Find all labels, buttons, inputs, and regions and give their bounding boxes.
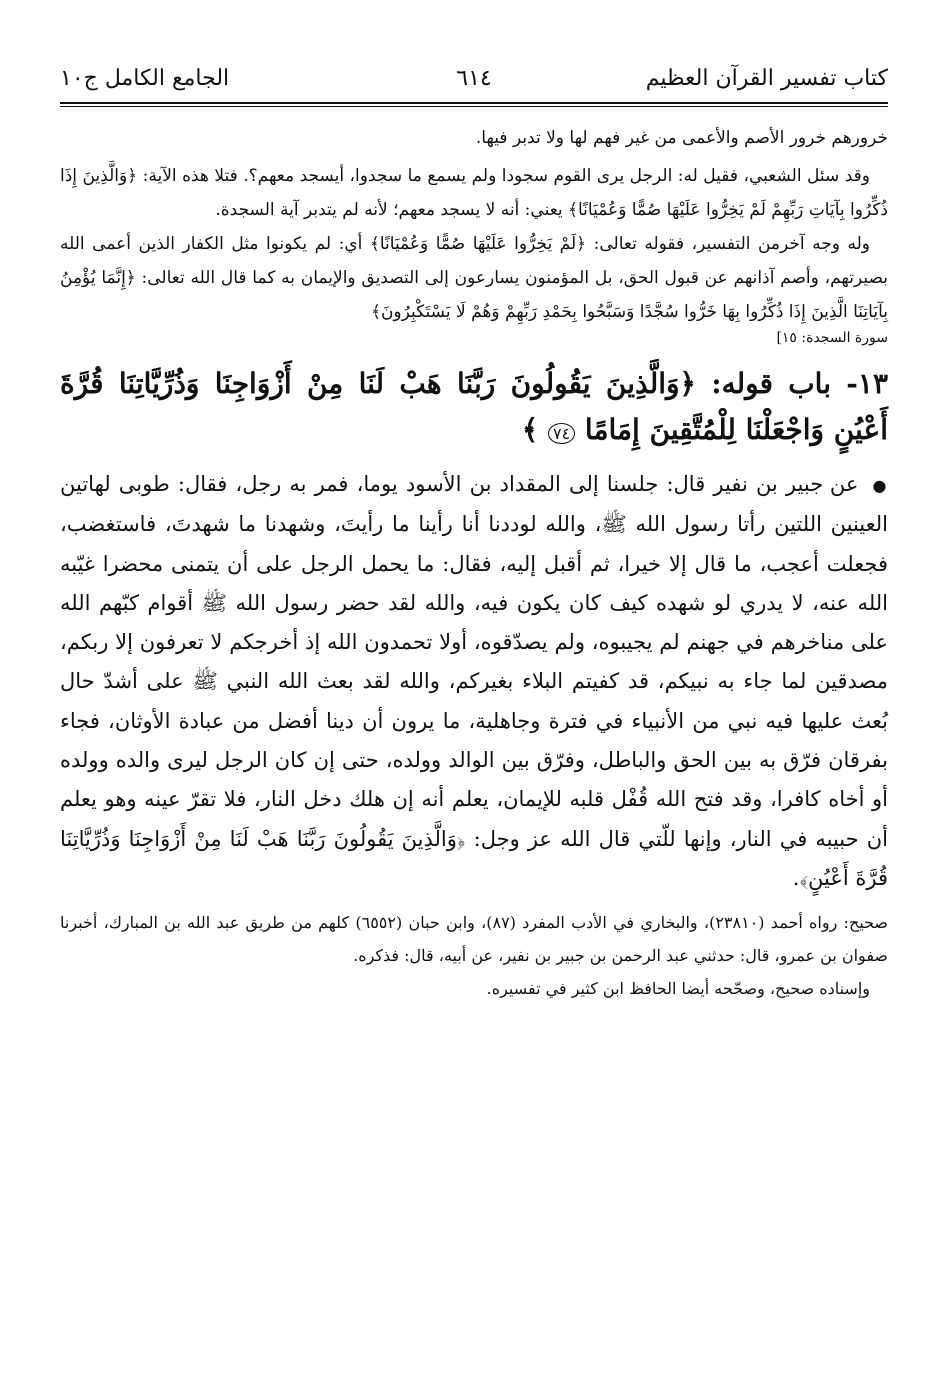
chapter-heading	[60, 361, 888, 457]
hadith-body: عن جبير بن نفير قال: جلسنا إلى المقداد بن الأسود يوما، فمر به رجل، فقال: طوبى لهاتين العينين اللتين رأتا رسول الله ﷺ، والله لوددنا أنا رأينا ما رأيتَ، وشهدنا ما شهدتَ، فاستغضب، فجعلت أعجب، ما قال إلا خيرا، ثم أقبل إليه، فقال: ما يحمل الرجل على أن يتمنى محضرا غيّبه الله عنه، لا يدري لو شهده كيف كان يكون فيه، والله لقد حضر رسول الله ﷺ أقوام كبّهم الله على مناخرهم في جهنم لم يجيبوه، ولم يصدّقوه، أولا تحمدون الله إذ أخرجكم لا تعرفون إلا ربكم، مصدقين لما جاء به نبيكم، قد كفيتم البلاء بغيركم، والله لقد بعث الله النبي ﷺ على أشدّ حال بُعث عليها فيه نبي من الأنبياء في فترة وجاهلية، ما يرون أن دينا أفضل من عبادة الأوثان، فجاء بفرقان فرّق به بين الحق والباطل، وفرّق بين الوالد وولده، حتى إن كان الرجل ليرى والده وولده أو أخاه كافرا، وقد فتح الله قُفْل قلبه للإيمان، يعلم أنه إن هلك دخل النار، فلا تقرّ عينه وهو يعلم أن حبيبه في النار، وإنها للّتي قال الله عز وجل: ﴿وَالَّذِينَ يَقُولُونَ رَبَّنَا هَبْ لَنَا مِنْ أَزْوَاجِنَا وَذُرِّيَّاتِنَا قُرَّةَ أَعْيُنٍ﴾.	[60, 472, 888, 890]
surah-reference: سورة السجدة: ١٥]	[776, 330, 888, 346]
hadith-text	[60, 465, 888, 898]
chapter-title: ١٣- باب قوله: ﴿وَالَّذِينَ يَقُولُونَ رَبَّنَا هَبْ لَنَا مِنْ أَزْوَاجِنَا وَذُرِّيَّاتِنَا قُرَّةَ أَعْيُنٍ وَاجْعَلْنَا لِلْمُتَّقِينَ إِمَامًا	[60, 367, 888, 446]
volume-label: الجامع الكامل ج١٠	[60, 66, 230, 91]
takhrij-section	[60, 906, 888, 1005]
takhrij-paragraph: وإسناده صحيح، وصحّحه أيضا الحافظ ابن كثير في تفسيره.	[486, 979, 870, 999]
verse-closing-bracket: ﴾	[521, 413, 539, 446]
bullet-icon: ●	[872, 476, 888, 495]
tafsir-paragraph: وقد سئل الشعبي، فقيل له: الرجل يرى القوم سجودا ولم يسمع ما سجدوا، أيسجد معهم؟. فتلا هذه الآية: ﴿وَالَّذِينَ إِذَا ذُكِّرُوا بِآيَاتِ رَبِّهِمْ لَمْ يَخِرُّوا عَلَيْهَا صُمًّا وَعُمْيَانًا﴾ يعني: أنه لا يسجد معهم؛ لأنه لم يتدبر آية السجدة.	[60, 166, 888, 220]
takhrij-paragraph: صحيح: رواه أحمد (٢٣٨١٠)، والبخاري في الأدب المفرد (٨٧)، وابن حبان (٦٥٥٢) كلهم من طريق عبد الله بن المبارك، أخبرنا صفوان بن عمرو، قال: حدثني عبد الرحمن بن جبير بن نفير، عن أبيه، قال: فذكره.	[60, 913, 889, 966]
book-title: كتاب تفسير القرآن العظيم	[645, 66, 888, 91]
header-rule-thin	[60, 106, 888, 107]
tafsir-paragraph: وله وجه آخرمن التفسير، فقوله تعالى: ﴿لَمْ يَخِرُّوا عَلَيْهَا صُمًّا وَعُمْيَانًا﴾ أي: لم يكونوا مثل الكفار الذين أعمى الله بصيرتهم، وأصم آذانهم عن قبول الحق، بل المؤمنون يسارعون إلى التصديق والإيمان به كما قال الله تعالى: ﴿إِنَّمَا يُؤْمِنُ بِآيَاتِنَا الَّذِينَ إِذَا ذُكِّرُوا بِهَا خَرُّوا سُجَّدًا وَسَبَّحُوا بِحَمْدِ رَبِّهِمْ وَهُمْ لَا يَسْتَكْبِرُونَ﴾	[60, 234, 888, 322]
tafsir-section	[60, 121, 888, 349]
verse-number-marker: ٧٤	[548, 423, 575, 444]
tafsir-paragraph: خرورهم خرور الأصم والأعمى من غير فهم لها ولا تدبر فيها.	[475, 128, 888, 148]
document-page	[60, 58, 888, 1005]
page-number: ٦١٤	[456, 66, 492, 91]
page-header	[60, 58, 888, 102]
